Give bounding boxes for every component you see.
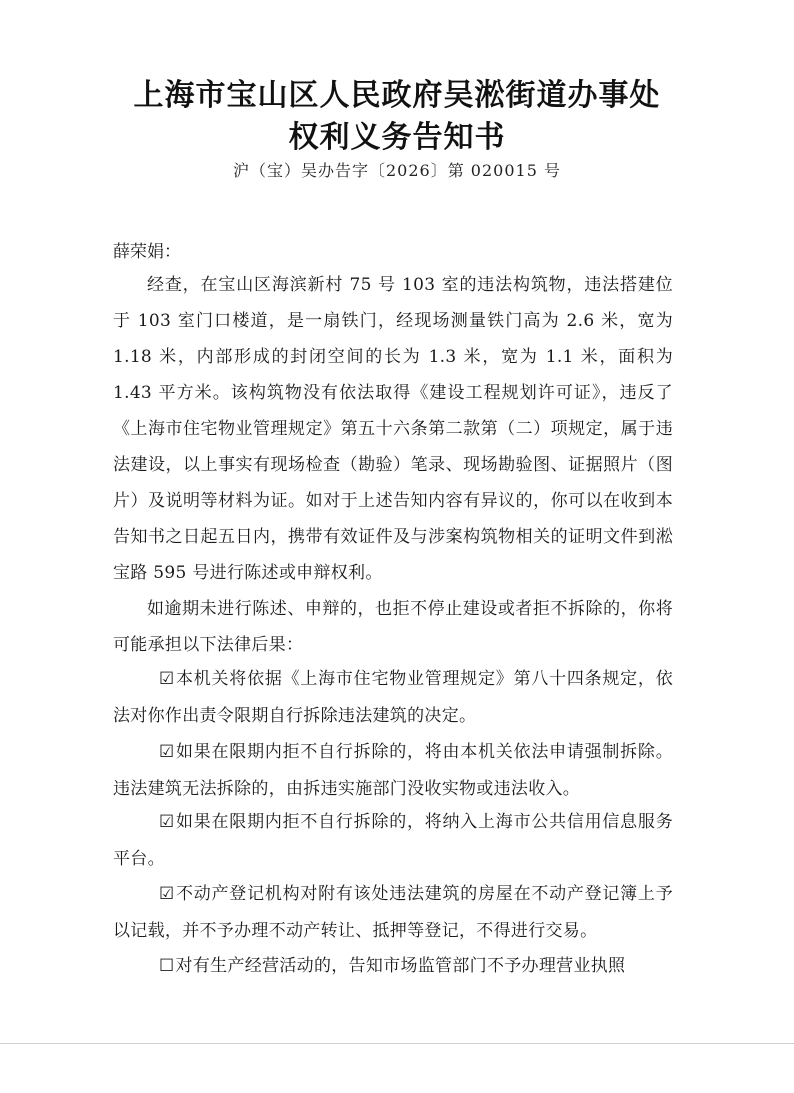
checkbox-checked-icon: ☑: [159, 812, 175, 832]
checklist-item: [113, 804, 673, 878]
checkbox-checked-icon: ☑: [159, 669, 175, 689]
checkbox-checked-icon: ☑: [159, 742, 175, 762]
document-title-line1: 上海市宝山区人民政府吴淞街道办事处: [133, 78, 661, 113]
checklist-item-text: 不动产登记机构对附有该处违法建筑的房屋在不动产登记簿上予以记载，并不予办理不动产转让、抵押等登记，不得进行交易。: [113, 884, 673, 941]
checklist-item-text: 对有生产经营活动的，告知市场监管部门不予办理营业执照: [175, 956, 626, 976]
document-number: 沪（宝）吴办告字〔2026〕第 020015 号: [233, 161, 561, 180]
checklist-item: [113, 734, 673, 808]
checklist-item-text: 本机关将依据《上海市住宅物业管理规定》第八十四条规定，依法对你作出责令限期自行拆除违法建筑的决定。: [113, 669, 673, 726]
document-title-line2: 权利义务告知书: [288, 120, 506, 155]
checklist-item: [113, 876, 673, 950]
checklist-item: [113, 661, 673, 735]
checklist-item-text: 如果在限期内拒不自行拆除的，将由本机关依法申请强制拆除。违法建筑无法拆除的，由拆违实施部门没收实物或违法收入。: [113, 742, 673, 799]
page-bottom-divider: [0, 1043, 794, 1044]
body-paragraph: 经查，在宝山区海滨新村 75 号 103 室的违法构筑物，违法搭建位于 103 室门口楼道，是一扇铁门，经现场测量铁门高为 2.6 米，宽为 1.18 米，内部形成的封闭空间的长为 1.3 米，宽为 1.1 米，面积为 1.43 平方米。该构筑物没有依法取得《建设工程规划许可证》，违反了《上海市住宅物业管理规定》第五十六条第二款第（二）项规定，属于违法建设，以上事实有现场检查（勘验）笔录、现场勘验图、证据照片（图片）及说明等材料为证。如对于上述告知内容有异议的，你可以在收到本告知书之日起五日内，携带有效证件及与涉案构筑物相关的证明文件到淞宝路 595 号进行陈述或申辩权利。: [113, 275, 673, 583]
checklist-item-text: 如果在限期内拒不自行拆除的，将纳入上海市公共信用信息服务平台。: [113, 812, 673, 869]
addressee: 薛荣娟：: [113, 242, 181, 262]
checkbox-checked-icon: ☑: [159, 884, 175, 904]
checkbox-unchecked-icon: ☐: [159, 956, 175, 976]
checklist-item: [113, 948, 673, 985]
body-paragraph: 如逾期未进行陈述、申辩的，也拒不停止建设或者拒不拆除的，你将可能承担以下法律后果：: [113, 599, 673, 655]
